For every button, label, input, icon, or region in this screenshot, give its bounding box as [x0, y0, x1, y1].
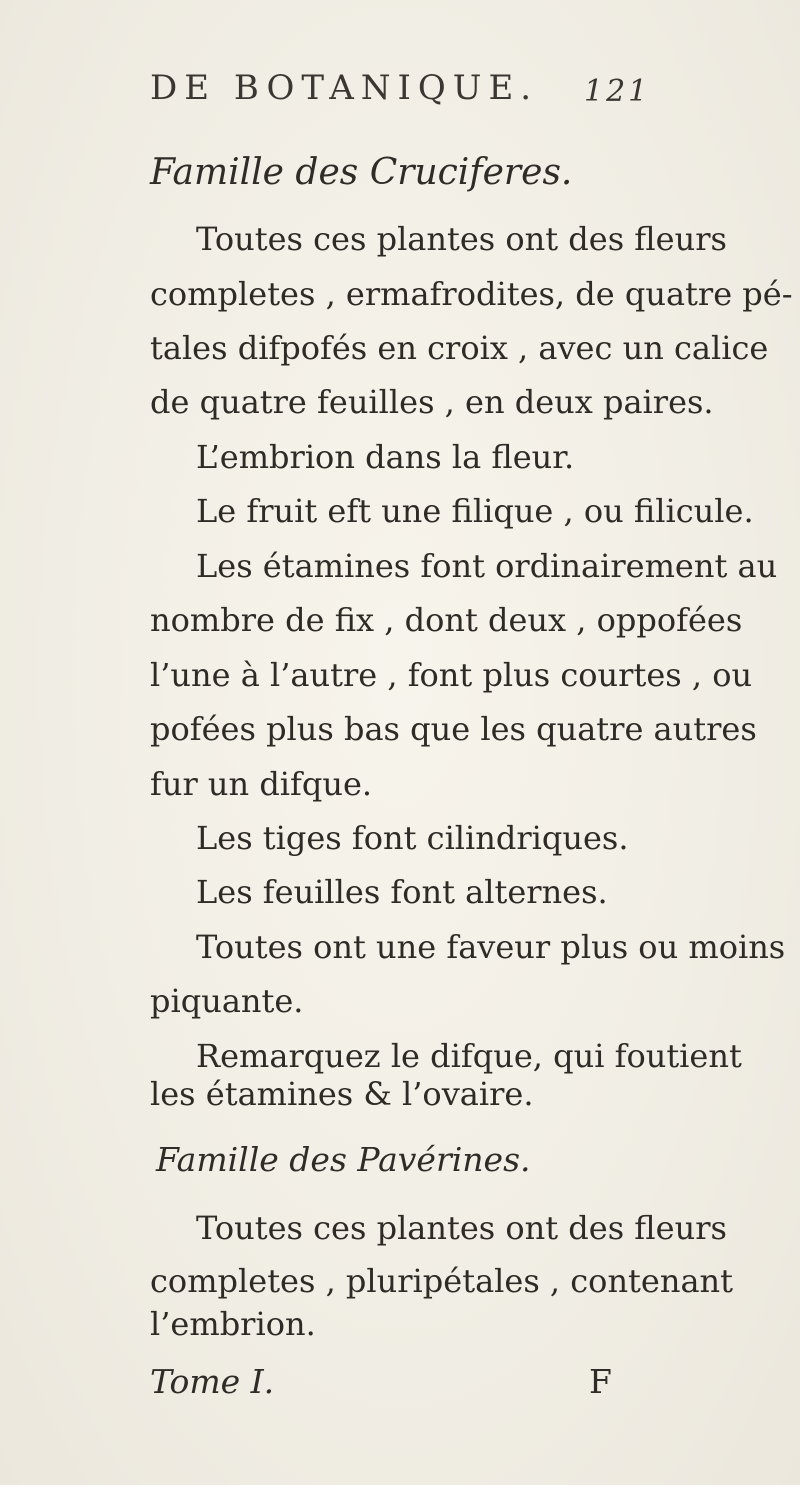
- text-line: Remarquez le difque, qui foutient: [196, 1037, 742, 1075]
- page-number: 121: [584, 74, 651, 109]
- text-line: Les feuilles font alternes.: [196, 873, 608, 911]
- text-line: L’embrion dans la fleur.: [196, 438, 575, 476]
- text-line: de quatre feuilles , en deux paires.: [150, 383, 714, 421]
- volume-footer: Tome I.: [150, 1362, 275, 1401]
- text-line: pofées plus bas que les quatre autres: [150, 710, 757, 748]
- section-title-cruciferes: Famille des Cruciferes.: [150, 152, 573, 193]
- text-line: completes , ermafrodites, de quatre pé-: [150, 275, 793, 313]
- text-line: Les étamines font ordinairement au: [196, 547, 778, 585]
- running-head: DE BOTANIQUE.: [150, 68, 539, 108]
- text-line: piquante.: [150, 982, 304, 1020]
- text-line: Toutes ces plantes ont des fleurs: [196, 1209, 727, 1247]
- signature-mark: F: [589, 1362, 612, 1401]
- text-line: les étamines & l’ovaire.: [150, 1075, 534, 1113]
- text-line: l’embrion.: [150, 1305, 316, 1343]
- text-line: Toutes ont une faveur plus ou moins: [196, 928, 786, 966]
- text-line: Les tiges font cilindriques.: [196, 819, 629, 857]
- text-line: fur un difque.: [150, 765, 373, 803]
- text-line: tales difpofés en croix , avec un calice: [150, 329, 769, 367]
- text-line: Le fruit eft une filique , ou filicule.: [196, 492, 754, 530]
- text-line: Toutes ces plantes ont des fleurs: [196, 220, 727, 258]
- section-title-paverines: Famille des Pavérines.: [156, 1140, 531, 1179]
- text-line: completes , pluripétales , contenant: [150, 1262, 733, 1300]
- text-line: l’une à l’autre , font plus courtes , ou: [150, 656, 753, 694]
- text-line: nombre de fix , dont deux , oppofées: [150, 601, 743, 639]
